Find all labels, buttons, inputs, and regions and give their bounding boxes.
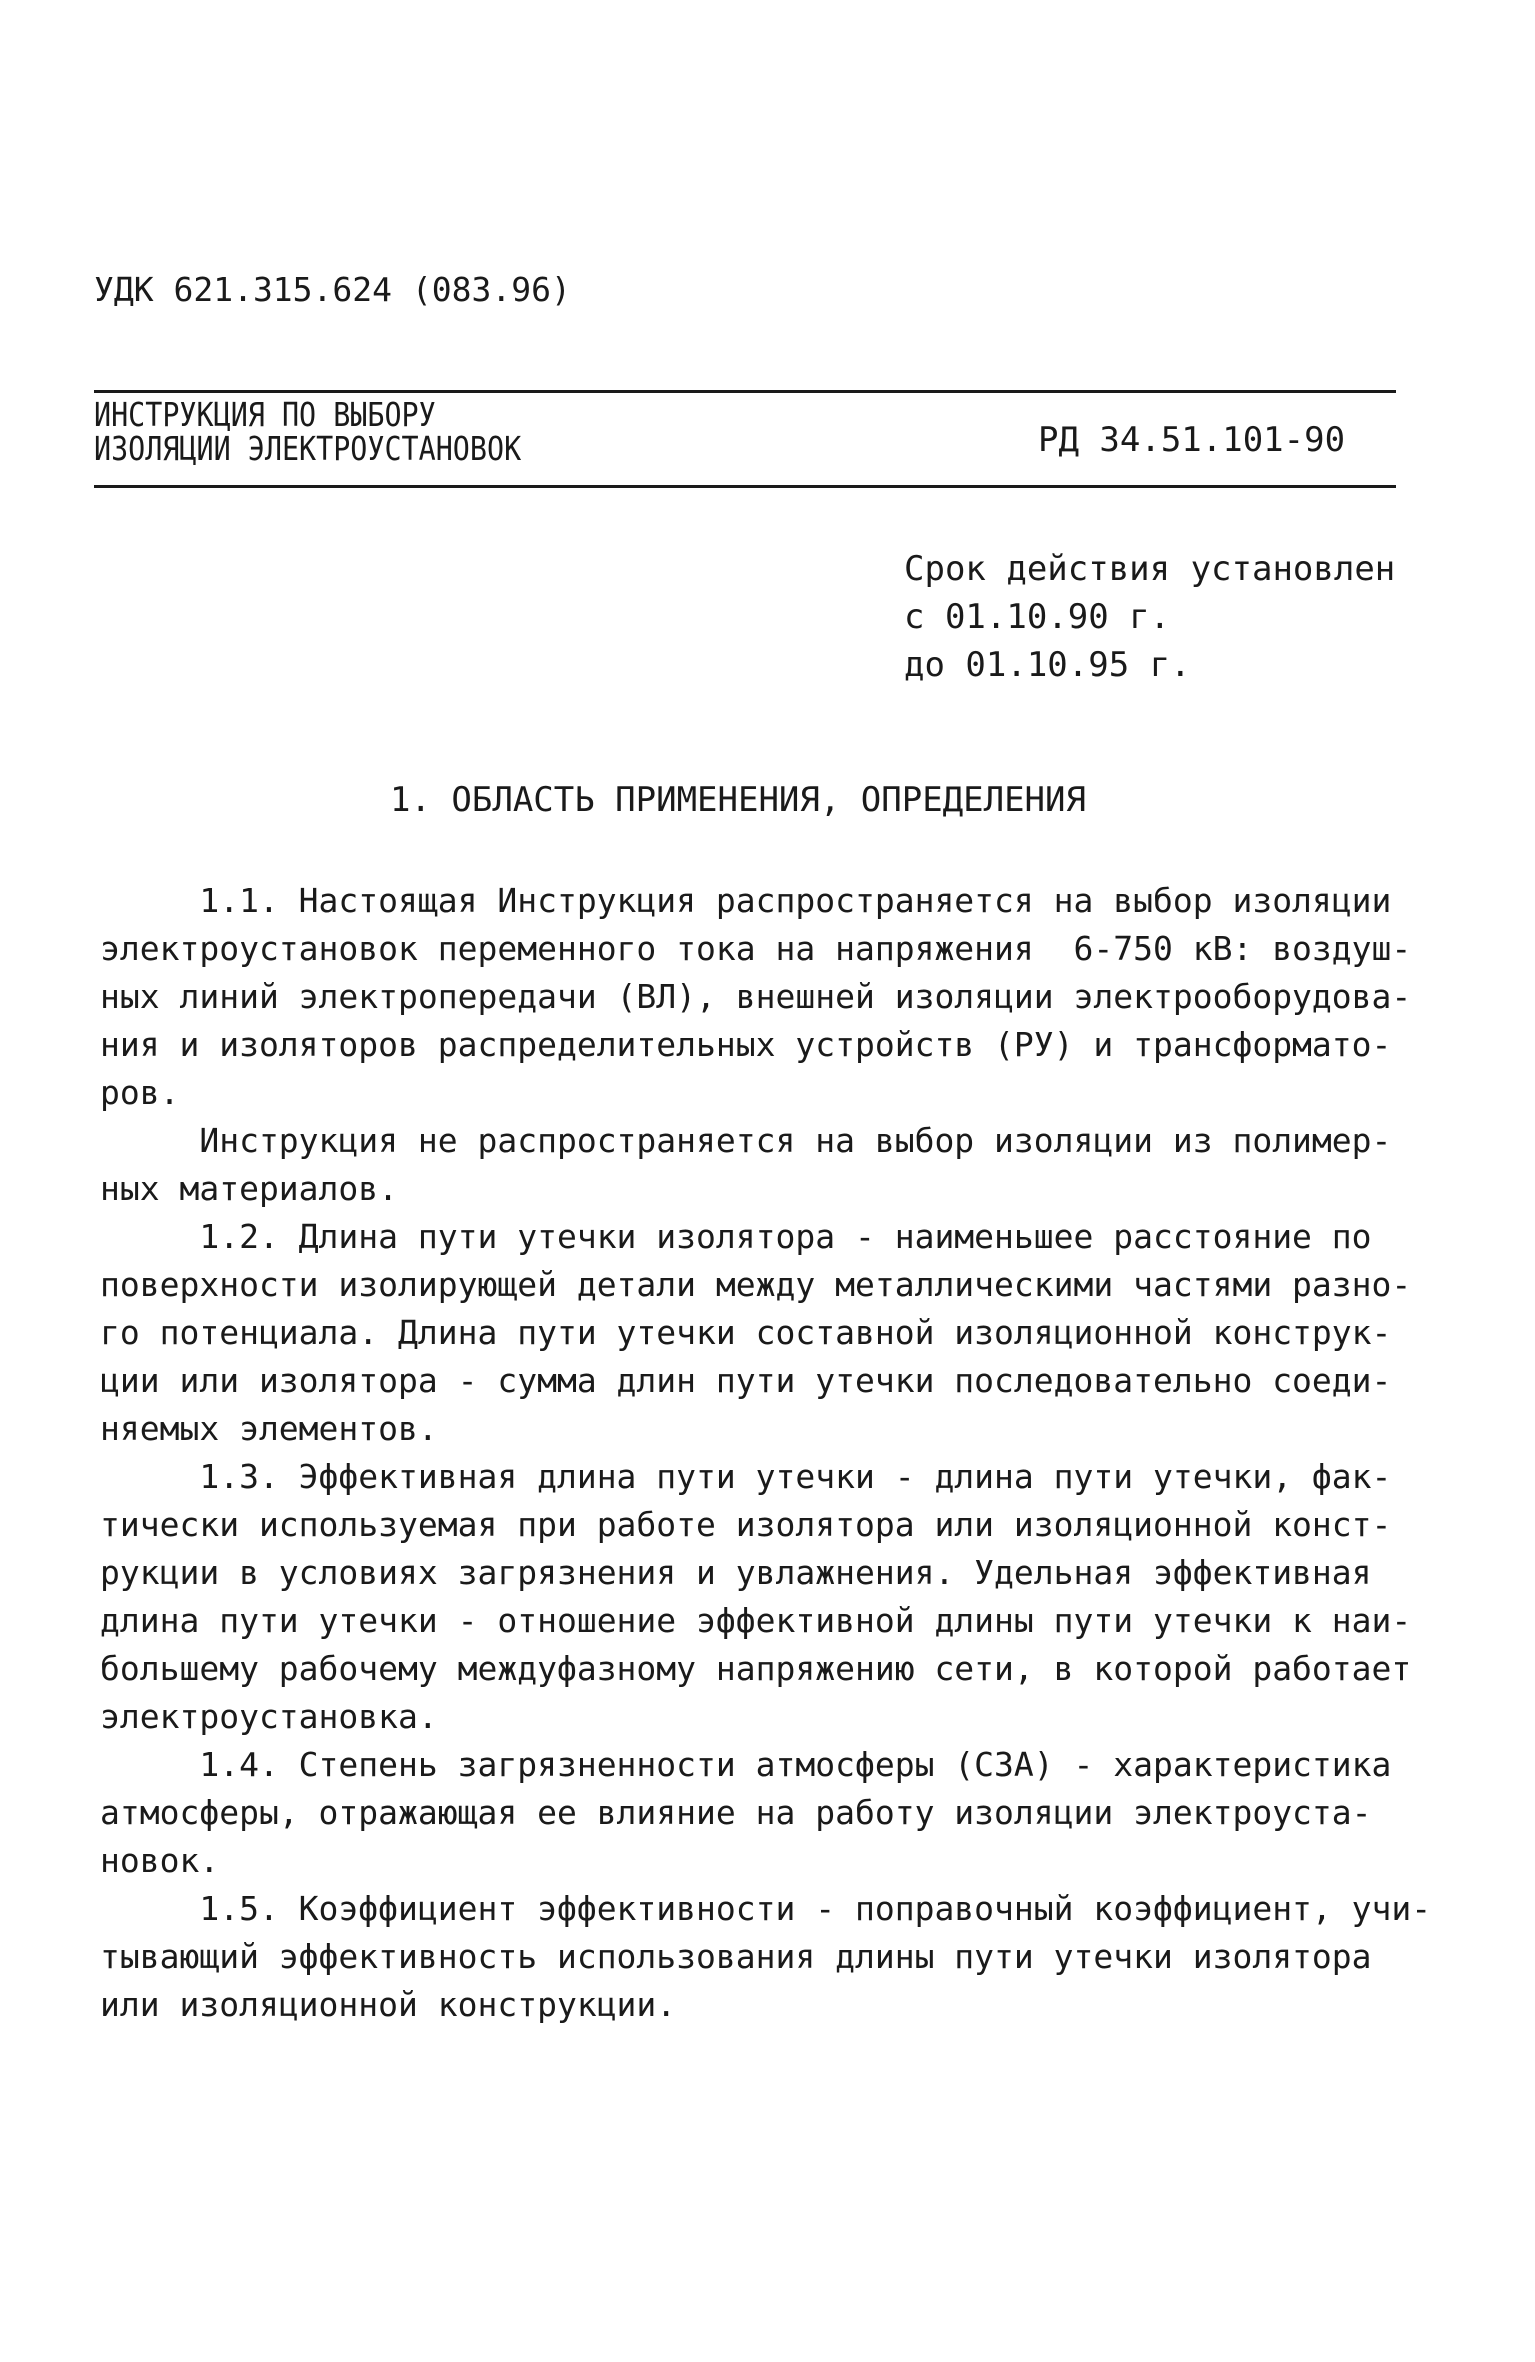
body-line: ных линий электропередачи (ВЛ), внешней изоляции электрооборудова- [100, 977, 1412, 1016]
body-line: электроустановка. [100, 1697, 438, 1736]
validity-line-1: Срок действия установлен [904, 549, 1396, 589]
body-line: Инструкция не распространяется на выбор изоляции из полимер- [100, 1121, 1392, 1160]
body-line: рукции в условиях загрязнения и увлажнения. Удельная эффективная [100, 1553, 1372, 1592]
section-heading: 1. ОБЛАСТЬ ПРИМЕНЕНИЯ, ОПРЕДЕЛЕНИЯ [390, 780, 1086, 820]
body-line: го потенциала. Длина пути утечки составной изоляционной конструк- [100, 1313, 1392, 1352]
document-title [94, 395, 522, 468]
body-line: тически используемая при работе изолятора или изоляционной конст- [100, 1505, 1392, 1544]
validity-line-3: до 01.10.95 г. [904, 645, 1191, 685]
udc-code: УДК 621.315.624 (083.96) [94, 270, 571, 309]
document-code: РД 34.51.101-90 [1038, 420, 1346, 460]
body-line: ных материалов. [100, 1169, 399, 1208]
header-rule-bottom [94, 485, 1396, 488]
header-rule-top [94, 390, 1396, 393]
body-line: или изоляционной конструкции. [100, 1985, 677, 2024]
body-line: новок. [100, 1841, 220, 1880]
body-line: ния и изоляторов распределительных устройств (РУ) и трансформато- [100, 1025, 1392, 1064]
body-line: ции или изолятора - сумма длин пути утечки последовательно соеди- [100, 1361, 1392, 1400]
body-line: 1.2. Длина пути утечки изолятора - наименьшее расстояние по [100, 1217, 1372, 1256]
body-line: электроустановок переменного тока на напряжения 6-750 кВ: воздуш- [100, 929, 1412, 968]
body-line: длина пути утечки - отношение эффективной длины пути утечки к наи- [100, 1601, 1412, 1640]
body-line: 1.1. Настоящая Инструкция распространяется на выбор изоляции [100, 881, 1392, 920]
body-line: тывающий эффективность использования длины пути утечки изолятора [100, 1937, 1372, 1976]
body-line: атмосферы, отражающая ее влияние на работу изоляции электроуста- [100, 1793, 1372, 1832]
body-text [100, 877, 1431, 2029]
body-line: 1.3. Эффективная длина пути утечки - длина пути утечки, фак- [100, 1457, 1392, 1496]
validity-period [904, 545, 1395, 689]
body-line: 1.4. Степень загрязненности атмосферы (СЗА) - характеристика [100, 1745, 1392, 1784]
validity-line-2: с 01.10.90 г. [904, 597, 1171, 637]
document-title-line-2: ИЗОЛЯЦИИ ЭЛЕКТРОУСТАНОВОК [94, 429, 522, 468]
body-line: поверхности изолирующей детали между металлическими частями разно- [100, 1265, 1412, 1304]
body-line: няемых элементов. [100, 1409, 438, 1448]
document-title-line-1: ИНСТРУКЦИЯ ПО ВЫБОРУ [94, 395, 436, 434]
body-line: ров. [100, 1073, 180, 1112]
body-line: большему рабочему междуфазному напряжению сети, в которой работает [100, 1649, 1412, 1688]
body-line: 1.5. Коэффициент эффективности - поправочный коэффициент, учи- [100, 1889, 1432, 1928]
